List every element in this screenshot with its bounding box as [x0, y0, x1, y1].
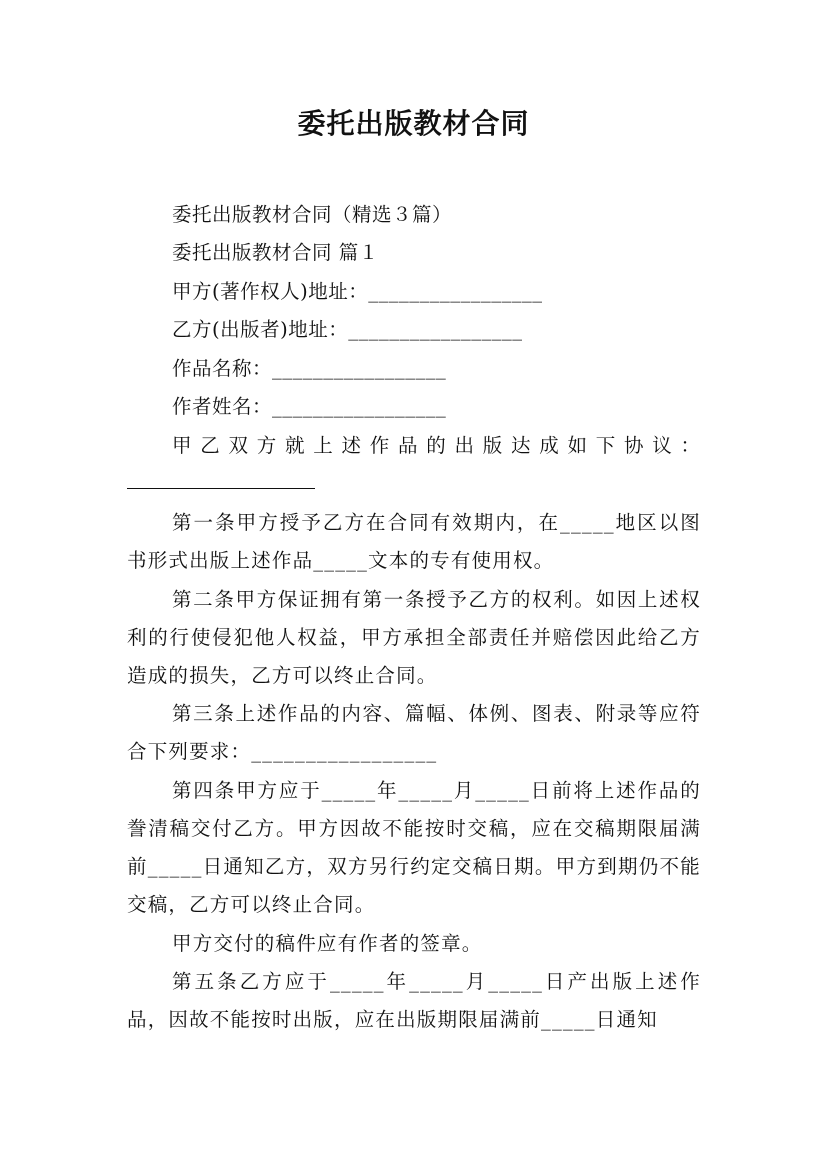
article-2: 第二条甲方保证拥有第一条授予乙方的权利。如因上述权利的行使侵犯他人权益，甲方承担全部责任并赔偿因此给乙方造成的损失，乙方可以终止合同。 [127, 588, 701, 687]
document-title: 委托出版教材合同 [297, 107, 530, 140]
party-a-address-field: 甲方(著作权人)地址：_________________ [172, 280, 543, 303]
agreement-intro: 甲 乙 双 方 就 上 述 作 品 的 出 版 达 成 如 下 协 议 ： [172, 434, 700, 457]
article-4: 第四条甲方应于_____年_____月_____日前将上述作品的誊清稿交付乙方。甲方因故不能按时交稿，应在交稿期限届满前_____日通知乙方，双方另行约定交稿日期。甲方到期仍不能交稿，乙方可以终止合同。 [127, 779, 701, 916]
section-heading: 委托出版教材合同 篇１ [172, 241, 379, 264]
fill-in-blank-line [127, 488, 315, 489]
article-3: 第三条上述作品的内容、篇幅、体例、图表、附录等应符合下列要求：_________________ [127, 702, 701, 763]
subtitle-line: 委托出版教材合同（精选３篇） [172, 203, 453, 226]
author-name-field: 作者姓名：_________________ [172, 395, 447, 418]
party-b-address-field: 乙方(出版者)地址：_________________ [172, 318, 523, 341]
article-1: 第一条甲方授予乙方在合同有效期内，在_____地区以图书形式出版上述作品_____文本的专有使用权。 [127, 511, 701, 572]
signature-note: 甲方交付的稿件应有作者的签章。 [172, 932, 483, 955]
work-name-field: 作品名称：_________________ [172, 357, 447, 380]
article-5: 第五条乙方应于_____年_____月_____日产出版上述作品，因故不能按时出版，应在出版期限届满前_____日通知 [127, 970, 701, 1031]
